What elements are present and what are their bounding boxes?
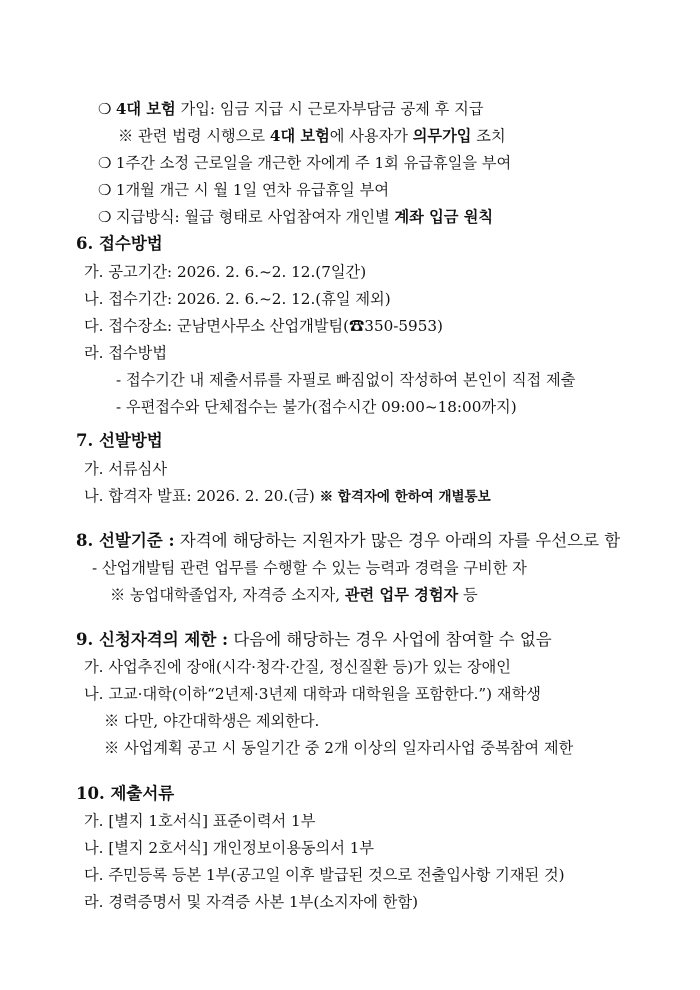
benefit-item-insurance: ❍ 4대 보험 가입: 임금 지급 시 근로자부담금 공제 후 지급 — [98, 100, 484, 118]
section6-subitem: - 우편접수와 단체접수는 불가(접수시간 09:00~18:00까지) — [116, 398, 517, 416]
section10-item: 가. [별지 1호서식] 표준이력서 1부 — [84, 812, 316, 830]
section10-item: 라. 경력증명서 및 자격증 사본 1부(소지자에 한함) — [84, 893, 419, 911]
section6-item: 가. 공고기간: 2026. 2. 6.~2. 12.(7일간) — [84, 263, 367, 281]
section9-item: 가. 사업추진에 장애(시각·청각·간질, 정신질환 등)가 있는 장애인 — [84, 658, 511, 676]
circle-bullet-icon: ❍ — [98, 181, 112, 199]
benefit-item-weekly-holiday: ❍ 1주간 소정 근로일을 개근한 자에게 주 1회 유급휴일을 부여 — [98, 154, 512, 172]
circle-bullet-icon: ❍ — [98, 100, 112, 118]
section10-item: 다. 주민등록 등본 1부(공고일 이후 발급된 것으로 전출입사항 기재된 것) — [84, 866, 565, 884]
benefit-note-insurance: ※ 관련 법령 시행으로 4대 보험에 사용자가 의무가입 조치 — [118, 127, 506, 145]
section8-line: - 산업개발팀 관련 업무를 수행할 수 있는 능력과 경력을 구비한 자 — [92, 559, 527, 577]
section10-heading: 10. 제출서류 — [76, 784, 175, 803]
section6-item: 라. 접수방법 — [84, 344, 168, 362]
section9-item: 나. 고교·대학(이하“2년제·3년제 대학과 대학원을 포함한다.”) 재학생 — [84, 685, 541, 703]
section10-item: 나. [별지 2호서식] 개인정보이용동의서 1부 — [84, 839, 375, 857]
section7-heading: 7. 선발방법 — [76, 431, 163, 450]
reference-mark-icon: ※ — [118, 127, 134, 145]
section7-item: 가. 서류심사 — [84, 460, 168, 478]
circle-bullet-icon: ❍ — [98, 154, 112, 172]
section8-heading: 8. 선발기준 : 자격에 해당하는 지원자가 많은 경우 아래의 자를 우선으로 함 — [76, 531, 621, 550]
section9-heading: 9. 신청자격의 제한 : 다음에 해당하는 경우 사업에 참여할 수 없음 — [76, 630, 552, 649]
circle-bullet-icon: ❍ — [98, 208, 112, 226]
section7-item: 나. 합격자 발표: 2026. 2. 20.(금) ※ 합격자에 한하여 개별통보 — [84, 487, 491, 505]
section6-subitem: - 접수기간 내 제출서류를 자필로 빠짐없이 작성하여 본인이 직접 제출 — [116, 371, 576, 389]
section6-item: 나. 접수기간: 2026. 2. 6.~2. 12.(휴일 제외) — [84, 290, 391, 308]
section9-note: ※ 다만, 야간대학생은 제외한다. — [104, 712, 320, 730]
benefit-item-payment: ❍ 지급방식: 월급 형태로 사업참여자 개인별 계좌 입금 원칙 — [98, 208, 494, 226]
section9-note: ※ 사업계획 공고 시 동일기간 중 2개 이상의 일자리사업 중복참여 제한 — [104, 739, 574, 757]
section6-heading: 6. 접수방법 — [76, 234, 163, 253]
section6-item: 다. 접수장소: 군남면사무소 산업개발팀(☎350-5953) — [84, 317, 443, 335]
benefit-item-annual-leave: ❍ 1개월 개근 시 월 1일 연차 유급휴일 부여 — [98, 181, 390, 199]
section8-note: ※ 농업대학졸업자, 자격증 소지자, 관련 업무 경험자 등 — [110, 586, 478, 604]
